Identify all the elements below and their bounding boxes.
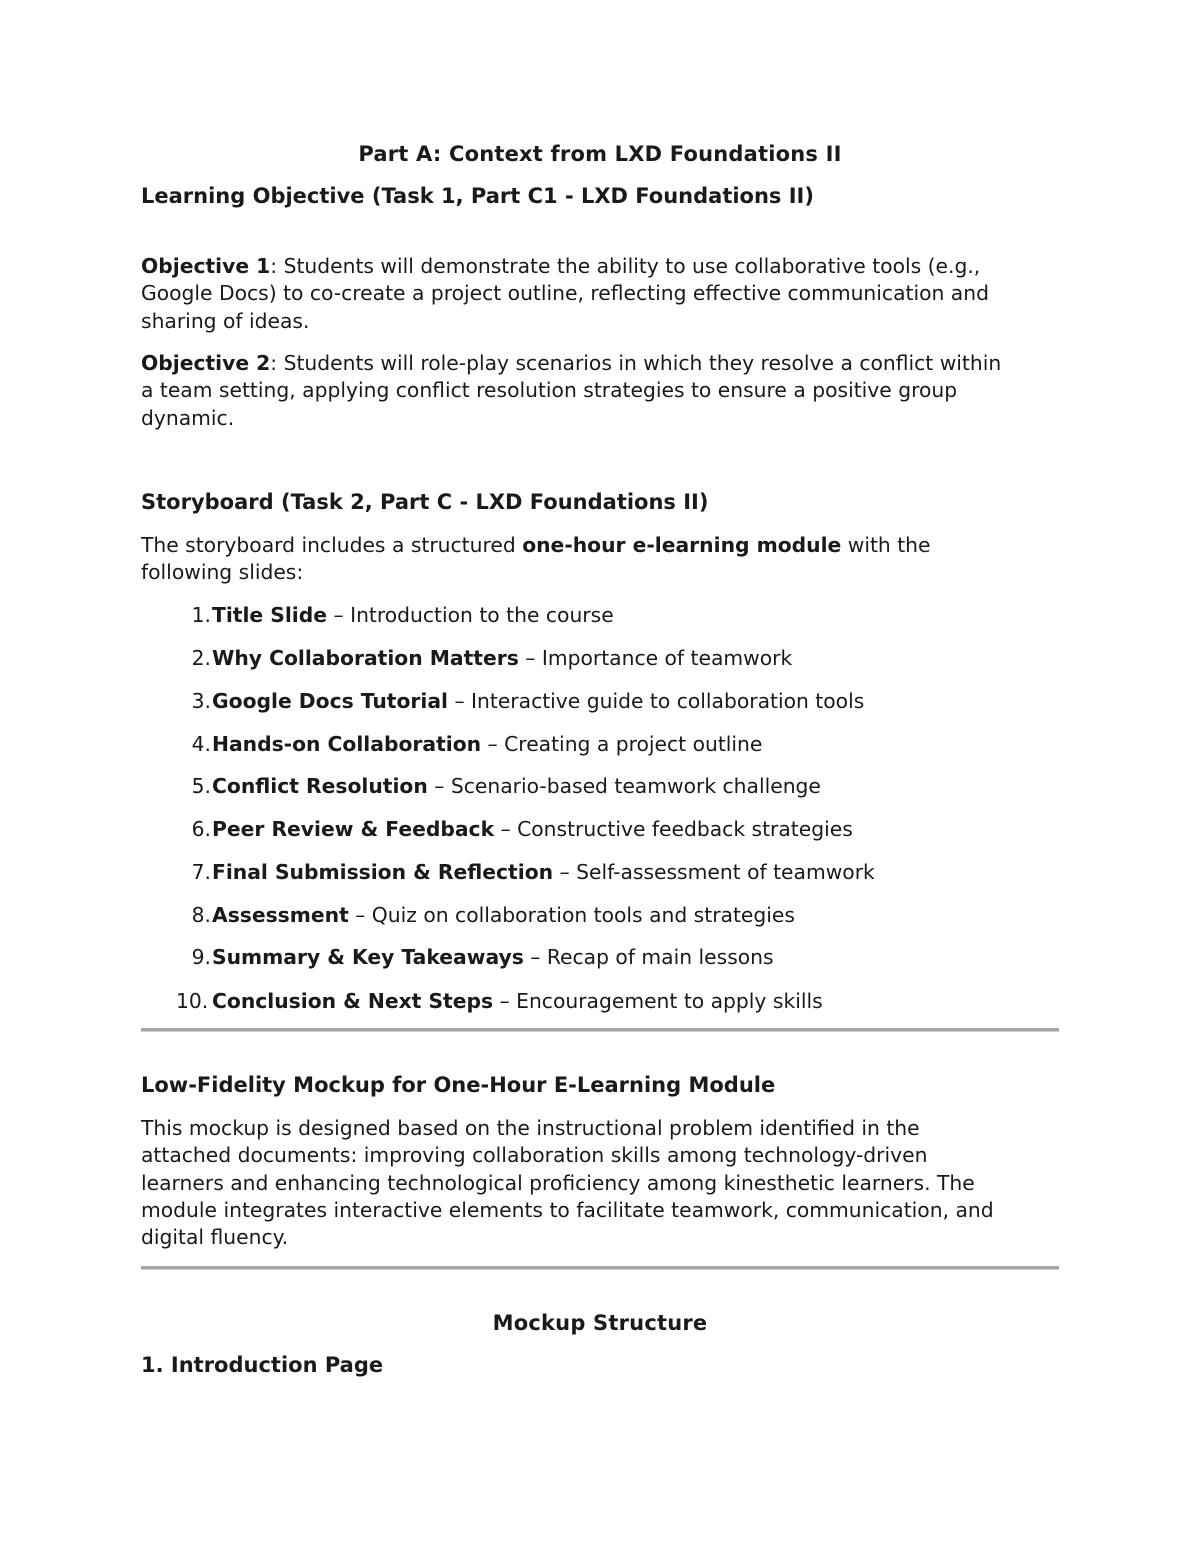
slide-title: Why Collaboration Matters [212, 646, 519, 670]
objective-1-line2: Google Docs) to co-create a project outline, reflecting effective communication and [141, 281, 989, 306]
low-fidelity-heading: Low-Fidelity Mockup for One-Hour E-Learning Module [141, 1073, 776, 1097]
list-number: 6. [191, 817, 211, 841]
slide-title: Final Submission & Reflection [212, 860, 554, 884]
slide-description: – Scenario-based teamwork challenge [427, 774, 821, 798]
slide-description: – Self-assessment of teamwork [553, 860, 875, 884]
list-number: 9. [191, 945, 211, 969]
storyboard-intro-line2: following slides: [141, 560, 304, 585]
storyboard-intro-after: with the [841, 533, 931, 557]
storyboard-intro-before: The storyboard includes a structured [141, 533, 523, 557]
slide-description: – Encouragement to apply skills [493, 989, 823, 1013]
part-a-title: Part A: Context from LXD Foundations II [358, 142, 842, 166]
horizontal-divider [141, 1266, 1059, 1270]
slide-title: Conflict Resolution [212, 774, 428, 798]
list-number: 7. [191, 860, 211, 884]
slide-description: – Creating a project outline [481, 732, 763, 756]
low-fidelity-paragraph [141, 1115, 1059, 1251]
list-number: 10. [176, 989, 209, 1013]
objective-2-line2: a team setting, applying conflict resolution strategies to ensure a positive group [141, 378, 958, 403]
objective-2-paragraph [141, 350, 1059, 432]
list-number: 1. [191, 603, 211, 627]
slide-description: – Constructive feedback strategies [494, 817, 853, 841]
slide-description: – Introduction to the course [327, 603, 614, 627]
storyboard-heading: Storyboard (Task 2, Part C - LXD Foundations II) [141, 490, 709, 514]
objective-2-label: Objective 2 [141, 351, 271, 375]
mockup-structure-heading: Mockup Structure [492, 1311, 708, 1335]
list-number: 5. [191, 774, 211, 798]
low-fidelity-line: digital fluency. [141, 1225, 289, 1250]
slide-title: Conclusion & Next Steps [212, 989, 494, 1013]
learning-objective-heading: Learning Objective (Task 1, Part C1 - LXD Foundations II) [141, 184, 814, 208]
slide-title: Title Slide [212, 603, 328, 627]
objective-2-line1: : Students will role-play scenarios in which they resolve a conflict within [270, 351, 1002, 375]
slide-description: – Recap of main lessons [523, 945, 774, 969]
objective-1-paragraph [141, 253, 1059, 335]
storyboard-intro [141, 532, 1059, 587]
list-number: 2. [191, 646, 211, 670]
low-fidelity-line: attached documents: improving collaboration skills among technology-driven [141, 1143, 928, 1168]
low-fidelity-line: This mockup is designed based on the instructional problem identified in the [141, 1116, 920, 1140]
list-number: 4. [191, 732, 211, 756]
list-number: 8. [191, 903, 211, 927]
slide-title: Peer Review & Feedback [212, 817, 495, 841]
objective-1-line3: sharing of ideas. [141, 308, 310, 333]
introduction-page-heading: 1. Introduction Page [141, 1353, 384, 1377]
objective-1-label: Objective 1 [141, 254, 271, 278]
slide-description: – Quiz on collaboration tools and strategies [348, 903, 795, 927]
slide-title: Summary & Key Takeaways [212, 945, 524, 969]
slide-title: Hands-on Collaboration [212, 732, 482, 756]
slide-title: Google Docs Tutorial [212, 689, 448, 713]
list-number: 3. [191, 689, 211, 713]
slide-title: Assessment [212, 903, 349, 927]
low-fidelity-line: module integrates interactive elements to facilitate teamwork, communication, and [141, 1197, 994, 1222]
objective-1-line1: : Students will demonstrate the ability to use collaborative tools (e.g., [270, 254, 981, 278]
slide-description: – Interactive guide to collaboration tools [448, 689, 865, 713]
low-fidelity-line: learners and enhancing technological proficiency among kinesthetic learners. The [141, 1170, 975, 1195]
horizontal-divider [141, 1028, 1059, 1032]
slide-description: – Importance of teamwork [518, 646, 793, 670]
storyboard-intro-bold: one-hour e-learning module [522, 533, 842, 557]
objective-2-line3: dynamic. [141, 405, 235, 430]
